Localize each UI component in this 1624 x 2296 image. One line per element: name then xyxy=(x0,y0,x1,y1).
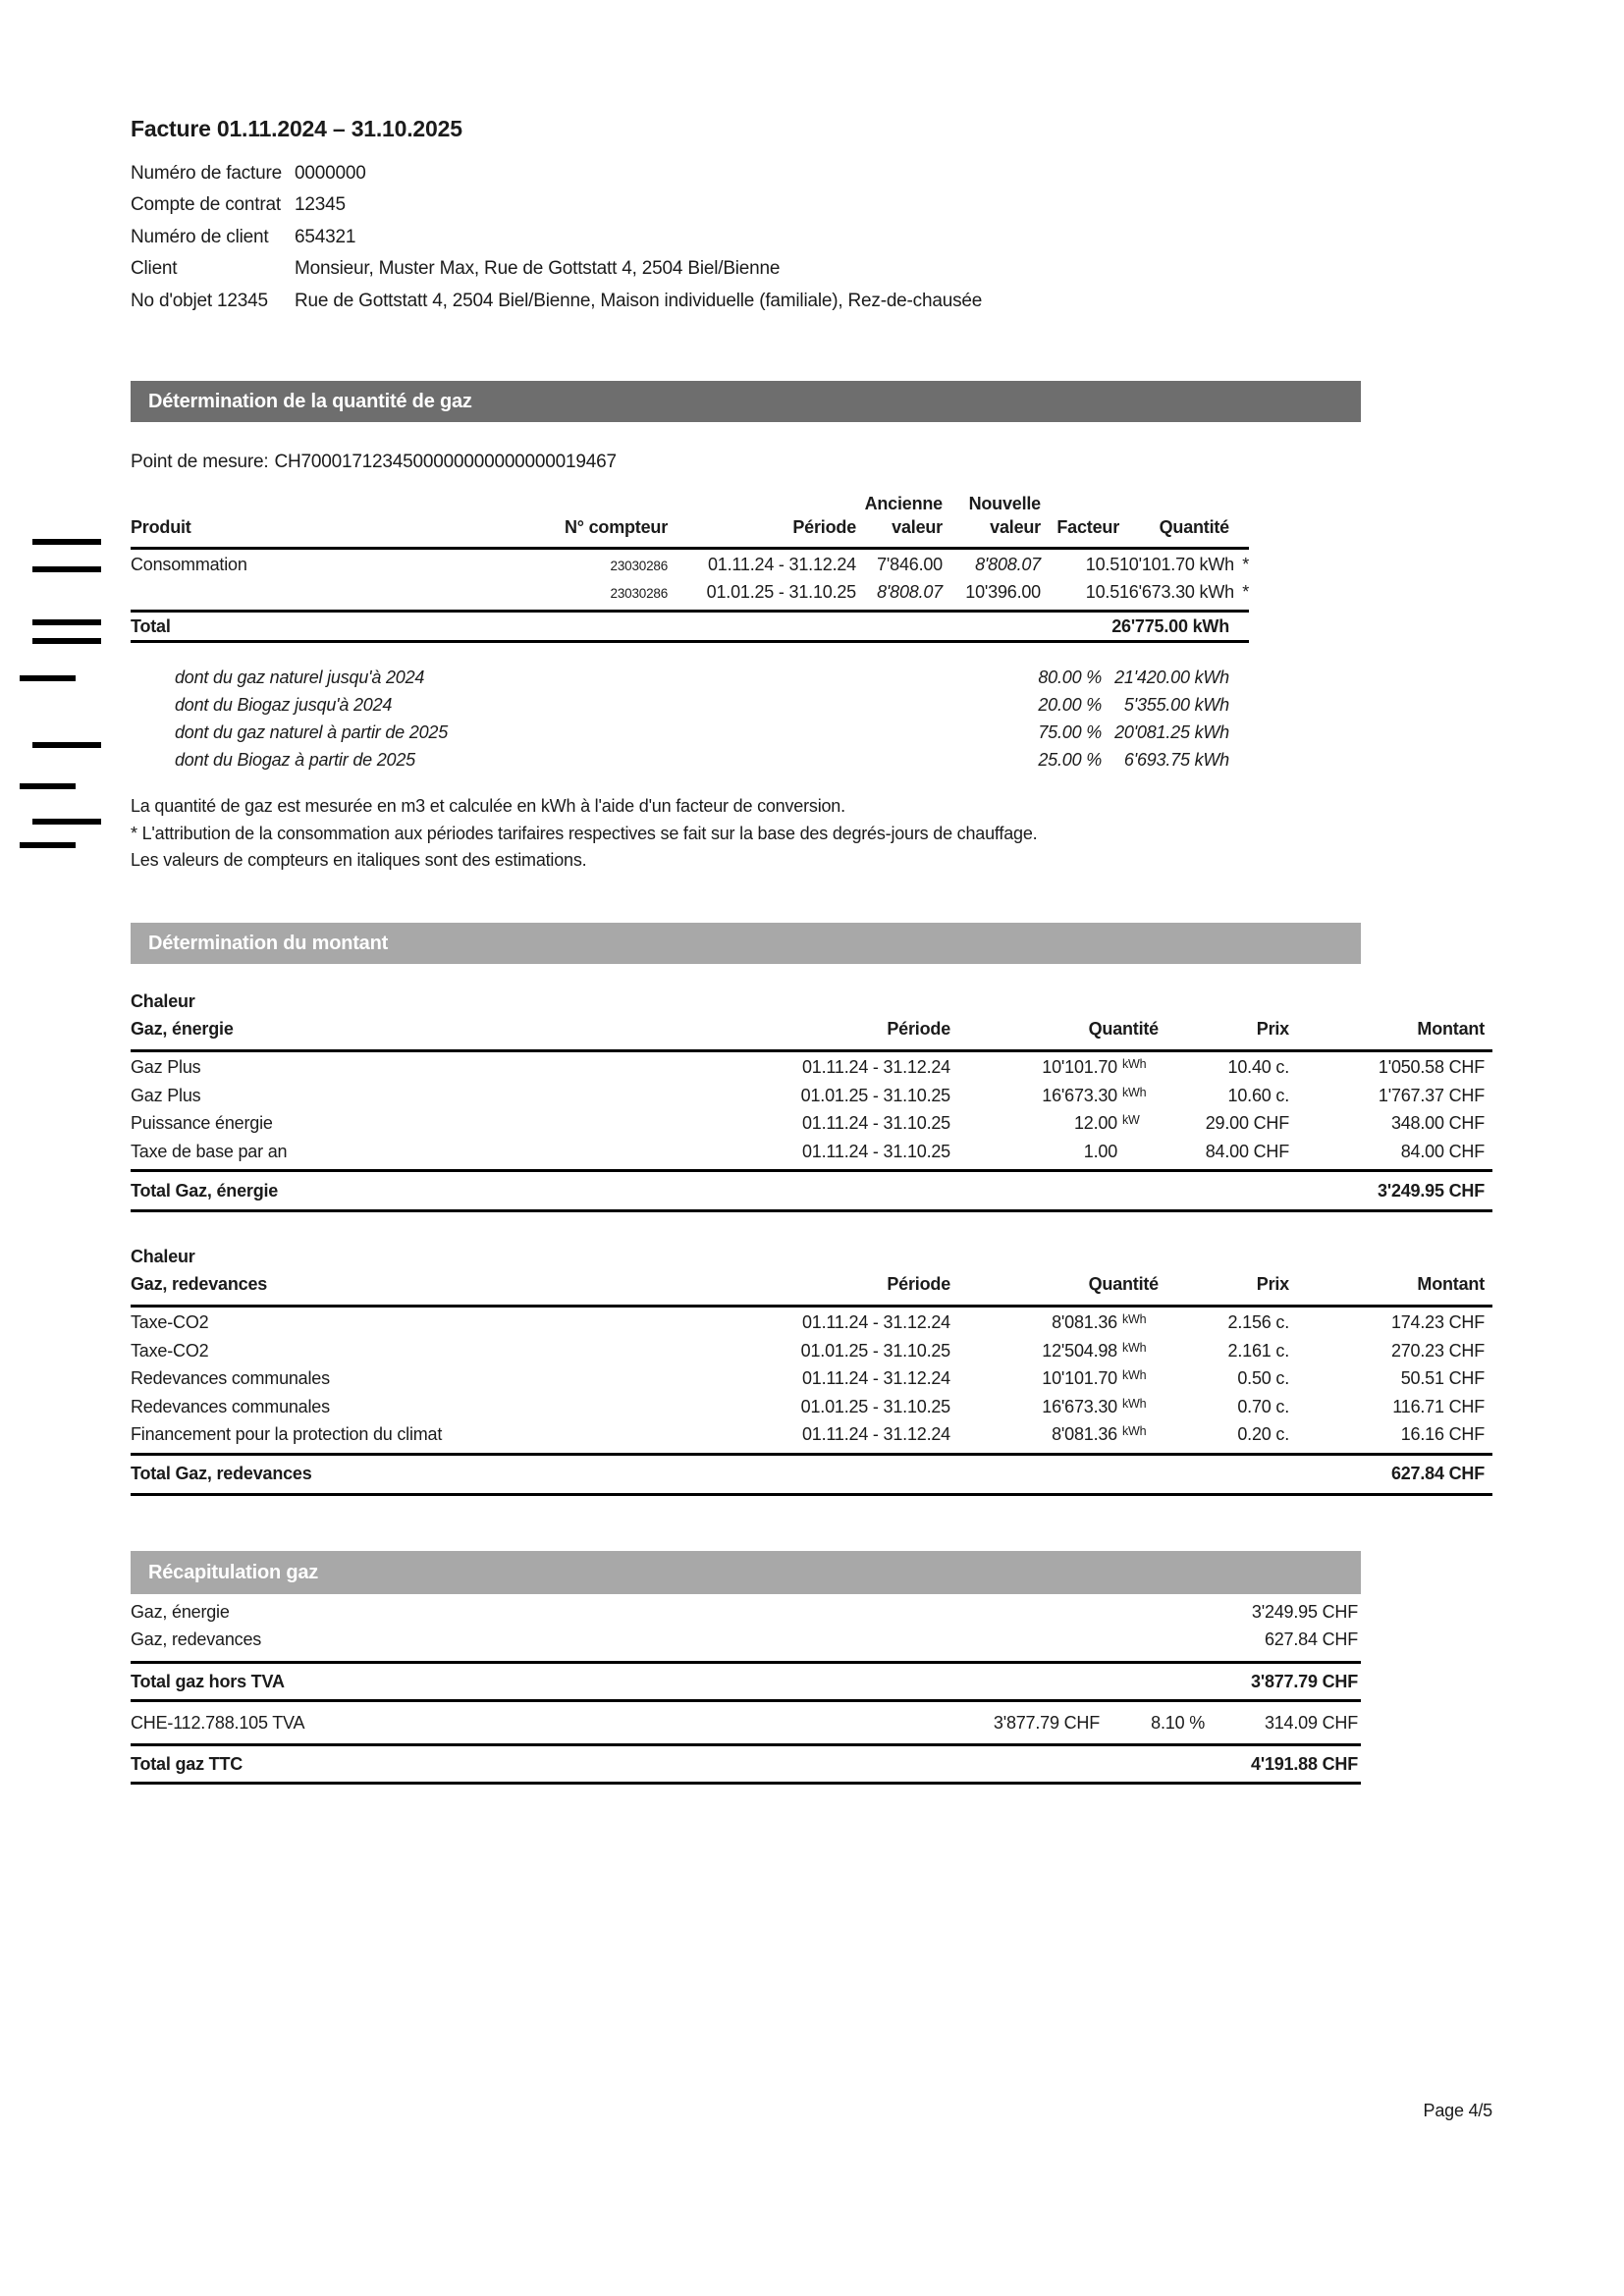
cell-label: Taxe de base par an xyxy=(131,1141,288,1161)
page-number: Page 4/5 xyxy=(1423,2101,1492,2120)
omr-mark xyxy=(32,638,101,644)
table-row xyxy=(131,1057,1492,1086)
omr-mark xyxy=(32,619,101,625)
table-row xyxy=(131,1142,1492,1170)
cell-periode: 01.11.24 - 31.12.24 xyxy=(802,1368,950,1388)
cell-compteur: 23030286 xyxy=(610,559,668,573)
col-header-montant: Montant xyxy=(1417,1274,1485,1294)
info-label: Compte de contrat xyxy=(131,194,281,216)
total-value: 26'775.00 kWh xyxy=(1111,615,1229,636)
cell-ancienne: 7'846.00 xyxy=(877,555,943,574)
breakdown-row xyxy=(131,667,1249,695)
breakdown-row xyxy=(131,695,1249,722)
recap-vat-row xyxy=(131,1702,1361,1743)
invoice-header-info xyxy=(131,163,1358,322)
cell-montant: 50.51 CHF xyxy=(1400,1368,1485,1388)
unit-label: kWh xyxy=(1122,1340,1147,1355)
cell-montant: 16.16 CHF xyxy=(1400,1424,1485,1444)
cell-quantite: 8'081.36 xyxy=(1052,1424,1117,1444)
table-row xyxy=(131,1086,1492,1114)
cell-quantite: 16'673.30 xyxy=(1042,1085,1117,1105)
omr-mark xyxy=(20,783,76,789)
breakdown-percent: 25.00 % xyxy=(1038,750,1102,770)
cell-unit xyxy=(1117,1341,1159,1362)
cell-unit xyxy=(1117,1086,1159,1106)
breakdown-label: dont du Biogaz jusqu'à 2024 xyxy=(175,695,393,715)
cell-montant: 348.00 CHF xyxy=(1390,1113,1485,1133)
cell-label: Financement pour la protection du climat xyxy=(131,1424,443,1444)
recap-label: Gaz, redevances xyxy=(131,1629,262,1649)
note-line: Les valeurs de compteurs en italiques sont des estimations. xyxy=(131,850,587,870)
group-title: Chaleur xyxy=(131,1247,195,1266)
breakdown-percent: 20.00 % xyxy=(1038,695,1102,715)
table-header-row xyxy=(131,1019,1492,1049)
section-banner-recap: Récapitulation gaz xyxy=(131,1551,1361,1594)
notes-block xyxy=(131,793,1368,875)
cell-periode: 01.01.25 - 31.10.25 xyxy=(800,1085,950,1105)
cell-prix: 84.00 CHF xyxy=(1205,1141,1289,1161)
note-line: * L'attribution de la consommation aux périodes tarifaires respectives se fait sur la base des degrés-jours de chauffage. xyxy=(131,823,1038,843)
omr-mark xyxy=(32,566,101,572)
info-label: Numéro de client xyxy=(131,226,269,247)
col-header-quantite: Quantité xyxy=(1159,517,1229,537)
grand-total-value: 4'191.88 CHF xyxy=(1251,1753,1358,1774)
page-title: Facture 01.11.2024 – 31.10.2025 xyxy=(131,116,462,141)
col-header-prix: Prix xyxy=(1256,1274,1289,1294)
divider xyxy=(131,640,1249,643)
breakdown-value: 21'420.00 kWh xyxy=(1114,667,1229,687)
gas-quantity-table xyxy=(131,494,1249,643)
cell-nouvelle-estimated: 8'808.07 xyxy=(975,555,1041,574)
fees-total-row xyxy=(131,1456,1492,1493)
cell-quantite: 16'673.30 kWh xyxy=(1119,582,1234,602)
cell-quantite: 8'081.36 xyxy=(1052,1312,1117,1332)
measure-point-line xyxy=(131,452,617,473)
section-banner-quantity: Détermination de la quantité de gaz xyxy=(131,381,1361,422)
vat-amount: 314.09 CHF xyxy=(1264,1712,1358,1733)
cell-unit xyxy=(1117,1057,1159,1078)
omr-mark xyxy=(20,842,76,848)
unit-label: kWh xyxy=(1122,1424,1147,1438)
gas-fees-table xyxy=(131,1247,1492,1496)
cell-label: Redevances communales xyxy=(131,1396,330,1416)
cell-facteur: 10.5 xyxy=(1085,582,1119,602)
col-header-ancienne-valeur: valeur xyxy=(892,517,943,537)
omr-mark xyxy=(32,819,101,825)
cell-quantite: 16'673.30 xyxy=(1042,1396,1117,1416)
table-row xyxy=(131,1424,1492,1453)
unit-label: kW xyxy=(1122,1113,1140,1127)
table-row xyxy=(131,1397,1492,1425)
info-value: 0000000 xyxy=(295,163,366,184)
divider xyxy=(131,1493,1492,1496)
table-header-row xyxy=(131,517,1249,547)
cell-montant: 1'050.58 CHF xyxy=(1378,1057,1485,1077)
col-header-prix: Prix xyxy=(1256,1019,1289,1039)
cell-montant: 116.71 CHF xyxy=(1392,1396,1485,1416)
unit-label: kWh xyxy=(1122,1396,1147,1411)
info-value: 12345 xyxy=(295,194,346,216)
col-header-compteur: N° compteur xyxy=(564,517,668,537)
info-value: Rue de Gottstatt 4, 2504 Biel/Bienne, Maison individuelle (familiale), Rez-de-chausée xyxy=(295,290,983,311)
section-banner-amount: Détermination du montant xyxy=(131,923,1361,964)
cell-label: Gaz Plus xyxy=(131,1085,201,1105)
table-header-row xyxy=(131,1274,1492,1305)
cell-label: Gaz Plus xyxy=(131,1057,201,1077)
info-value: 654321 xyxy=(295,226,356,247)
cell-label: Taxe-CO2 xyxy=(131,1340,209,1361)
info-row-client-number xyxy=(131,227,1358,258)
col-header-periode: Période xyxy=(887,1019,950,1039)
subtotal-label: Total gaz hors TVA xyxy=(131,1671,285,1691)
cell-produit: Consommation xyxy=(131,555,247,574)
cell-periode: 01.11.24 - 31.12.24 xyxy=(802,1312,950,1332)
col-header-name: Gaz, énergie xyxy=(131,1019,234,1039)
cell-ancienne-estimated: 8'808.07 xyxy=(877,582,943,602)
cell-prix: 0.50 c. xyxy=(1237,1368,1289,1388)
col-header-periode: Période xyxy=(792,517,856,537)
cell-periode: 01.11.24 - 31.12.24 xyxy=(802,1057,950,1077)
cell-periode: 01.01.25 - 31.10.25 xyxy=(800,1340,950,1361)
breakdown-row xyxy=(131,750,1249,777)
cell-prix: 2.161 c. xyxy=(1227,1340,1289,1361)
table-header-row-upper xyxy=(131,494,1249,517)
col-header-facteur: Facteur xyxy=(1056,517,1119,537)
gas-breakdown xyxy=(131,667,1249,777)
group-title: Chaleur xyxy=(131,991,195,1011)
subtotal-value: 3'877.79 CHF xyxy=(1251,1671,1358,1691)
cell-compteur: 23030286 xyxy=(610,586,668,601)
recap-value: 627.84 CHF xyxy=(1264,1629,1358,1649)
table-body xyxy=(131,550,1249,610)
omr-mark xyxy=(32,742,101,748)
cell-unit xyxy=(1117,1312,1159,1333)
grand-total-label: Total gaz TTC xyxy=(131,1753,244,1774)
vat-base: 3'877.79 CHF xyxy=(993,1712,1100,1733)
omr-mark xyxy=(32,539,101,545)
cell-periode: 01.11.24 - 31.10.25 xyxy=(802,1141,950,1161)
unit-label: kWh xyxy=(1122,1057,1147,1071)
total-value: 3'249.95 CHF xyxy=(1378,1180,1485,1201)
cell-periode: 01.11.24 - 31.12.24 xyxy=(802,1424,950,1444)
info-row-client xyxy=(131,258,1358,290)
cell-prix: 0.70 c. xyxy=(1237,1396,1289,1416)
breakdown-label: dont du Biogaz à partir de 2025 xyxy=(175,750,415,770)
col-header-periode: Période xyxy=(887,1274,950,1294)
cell-periode: 01.01.25 - 31.10.25 xyxy=(800,1396,950,1416)
total-label: Total Gaz, énergie xyxy=(131,1180,279,1201)
breakdown-row xyxy=(131,722,1249,750)
cell-prix: 29.00 CHF xyxy=(1205,1113,1289,1133)
info-row-contract-account xyxy=(131,194,1358,226)
omr-mark xyxy=(20,675,76,681)
cell-periode: 01.11.24 - 31.12.24 xyxy=(708,555,856,574)
cell-quantite: 10'101.70 xyxy=(1042,1057,1117,1077)
cell-unit xyxy=(1117,1113,1159,1134)
cell-quantite: 1.00 xyxy=(1083,1141,1117,1161)
breakdown-label: dont du gaz naturel jusqu'à 2024 xyxy=(175,667,425,687)
cell-unit xyxy=(1117,1424,1159,1445)
col-header-produit: Produit xyxy=(131,517,191,537)
breakdown-value: 20'081.25 kWh xyxy=(1114,722,1229,742)
col-header-montant: Montant xyxy=(1417,1019,1485,1039)
cell-facteur: 10.5 xyxy=(1085,555,1119,574)
table-body xyxy=(131,1052,1492,1169)
recap-row xyxy=(131,1602,1361,1629)
cell-quantite: 12'504.98 xyxy=(1042,1340,1117,1361)
unit-label: kWh xyxy=(1122,1368,1147,1382)
info-row-object xyxy=(131,291,1358,322)
breakdown-percent: 80.00 % xyxy=(1038,667,1102,687)
cell-montant: 270.23 CHF xyxy=(1390,1340,1485,1361)
cell-footnote: * xyxy=(1242,582,1249,602)
cell-montant: 84.00 CHF xyxy=(1400,1141,1485,1161)
cell-unit xyxy=(1117,1142,1159,1162)
breakdown-label: dont du gaz naturel à partir de 2025 xyxy=(175,722,449,742)
cell-unit xyxy=(1117,1397,1159,1417)
info-label: Numéro de facture xyxy=(131,163,282,184)
divider xyxy=(131,1782,1361,1785)
measure-point-label: Point de mesure: xyxy=(131,452,269,472)
table-row xyxy=(131,1341,1492,1369)
recap-subtotal-row xyxy=(131,1664,1361,1699)
info-value: Monsieur, Muster Max, Rue de Gottstatt 4, 2504 Biel/Bienne xyxy=(295,258,781,280)
recap-label: Gaz, énergie xyxy=(131,1602,230,1622)
table-row xyxy=(131,555,1249,582)
cell-quantite: 10'101.70 kWh xyxy=(1119,555,1234,574)
col-header-nouvelle: Nouvelle xyxy=(968,494,1041,513)
breakdown-value: 5'355.00 kWh xyxy=(1123,695,1229,715)
cell-prix: 10.40 c. xyxy=(1227,1057,1289,1077)
unit-label: kWh xyxy=(1122,1085,1147,1099)
table-row xyxy=(131,1312,1492,1341)
gas-energy-table xyxy=(131,991,1492,1212)
cell-label: Redevances communales xyxy=(131,1368,330,1388)
quantity-total-row xyxy=(131,613,1249,640)
table-body xyxy=(131,1308,1492,1453)
vat-rate: 8.10 % xyxy=(1151,1712,1205,1733)
note-line: La quantité de gaz est mesurée en m3 et calculée en kWh à l'aide d'un facteur de conversion. xyxy=(131,796,845,816)
cell-prix: 0.20 c. xyxy=(1237,1424,1289,1444)
info-label: No d'objet 12345 xyxy=(131,290,268,311)
total-value: 627.84 CHF xyxy=(1390,1464,1485,1483)
cell-quantite: 10'101.70 xyxy=(1042,1368,1117,1388)
col-header-quantite: Quantité xyxy=(1088,1274,1159,1294)
cell-label: Puissance énergie xyxy=(131,1113,273,1133)
cell-footnote: * xyxy=(1242,555,1249,574)
cell-periode: 01.11.24 - 31.10.25 xyxy=(802,1113,950,1133)
breakdown-percent: 75.00 % xyxy=(1038,722,1102,742)
recap-value: 3'249.95 CHF xyxy=(1251,1602,1358,1622)
col-header-quantite: Quantité xyxy=(1088,1019,1159,1039)
vat-label: CHE-112.788.105 TVA xyxy=(131,1712,305,1733)
recap-row xyxy=(131,1629,1361,1657)
unit-label: kWh xyxy=(1122,1312,1147,1326)
recap-total-row xyxy=(131,1746,1361,1782)
breakdown-value: 6'693.75 kWh xyxy=(1123,750,1229,770)
cell-montant: 1'767.37 CHF xyxy=(1378,1085,1485,1105)
table-row xyxy=(131,1368,1492,1397)
cell-montant: 174.23 CHF xyxy=(1390,1312,1485,1332)
info-row-invoice-number xyxy=(131,163,1358,194)
cell-label: Taxe-CO2 xyxy=(131,1312,209,1332)
cell-unit xyxy=(1117,1368,1159,1389)
table-row xyxy=(131,582,1249,610)
cell-periode: 01.01.25 - 31.10.25 xyxy=(706,582,856,602)
recap-table xyxy=(131,1602,1361,1785)
col-header-name: Gaz, redevances xyxy=(131,1274,268,1294)
total-label: Total Gaz, redevances xyxy=(131,1464,312,1483)
total-label: Total xyxy=(131,615,171,636)
cell-prix: 10.60 c. xyxy=(1227,1085,1289,1105)
info-label: Client xyxy=(131,258,178,280)
energy-total-row xyxy=(131,1172,1492,1209)
measure-point-value: CH7000171234500000000000000019467 xyxy=(274,452,617,472)
col-header-nouvelle-valeur: valeur xyxy=(990,517,1041,537)
table-row xyxy=(131,1113,1492,1142)
divider xyxy=(131,1209,1492,1212)
cell-nouvelle: 10'396.00 xyxy=(965,582,1041,602)
cell-prix: 2.156 c. xyxy=(1227,1312,1289,1332)
cell-quantite: 12.00 xyxy=(1073,1113,1117,1133)
col-header-ancienne: Ancienne xyxy=(864,494,943,513)
